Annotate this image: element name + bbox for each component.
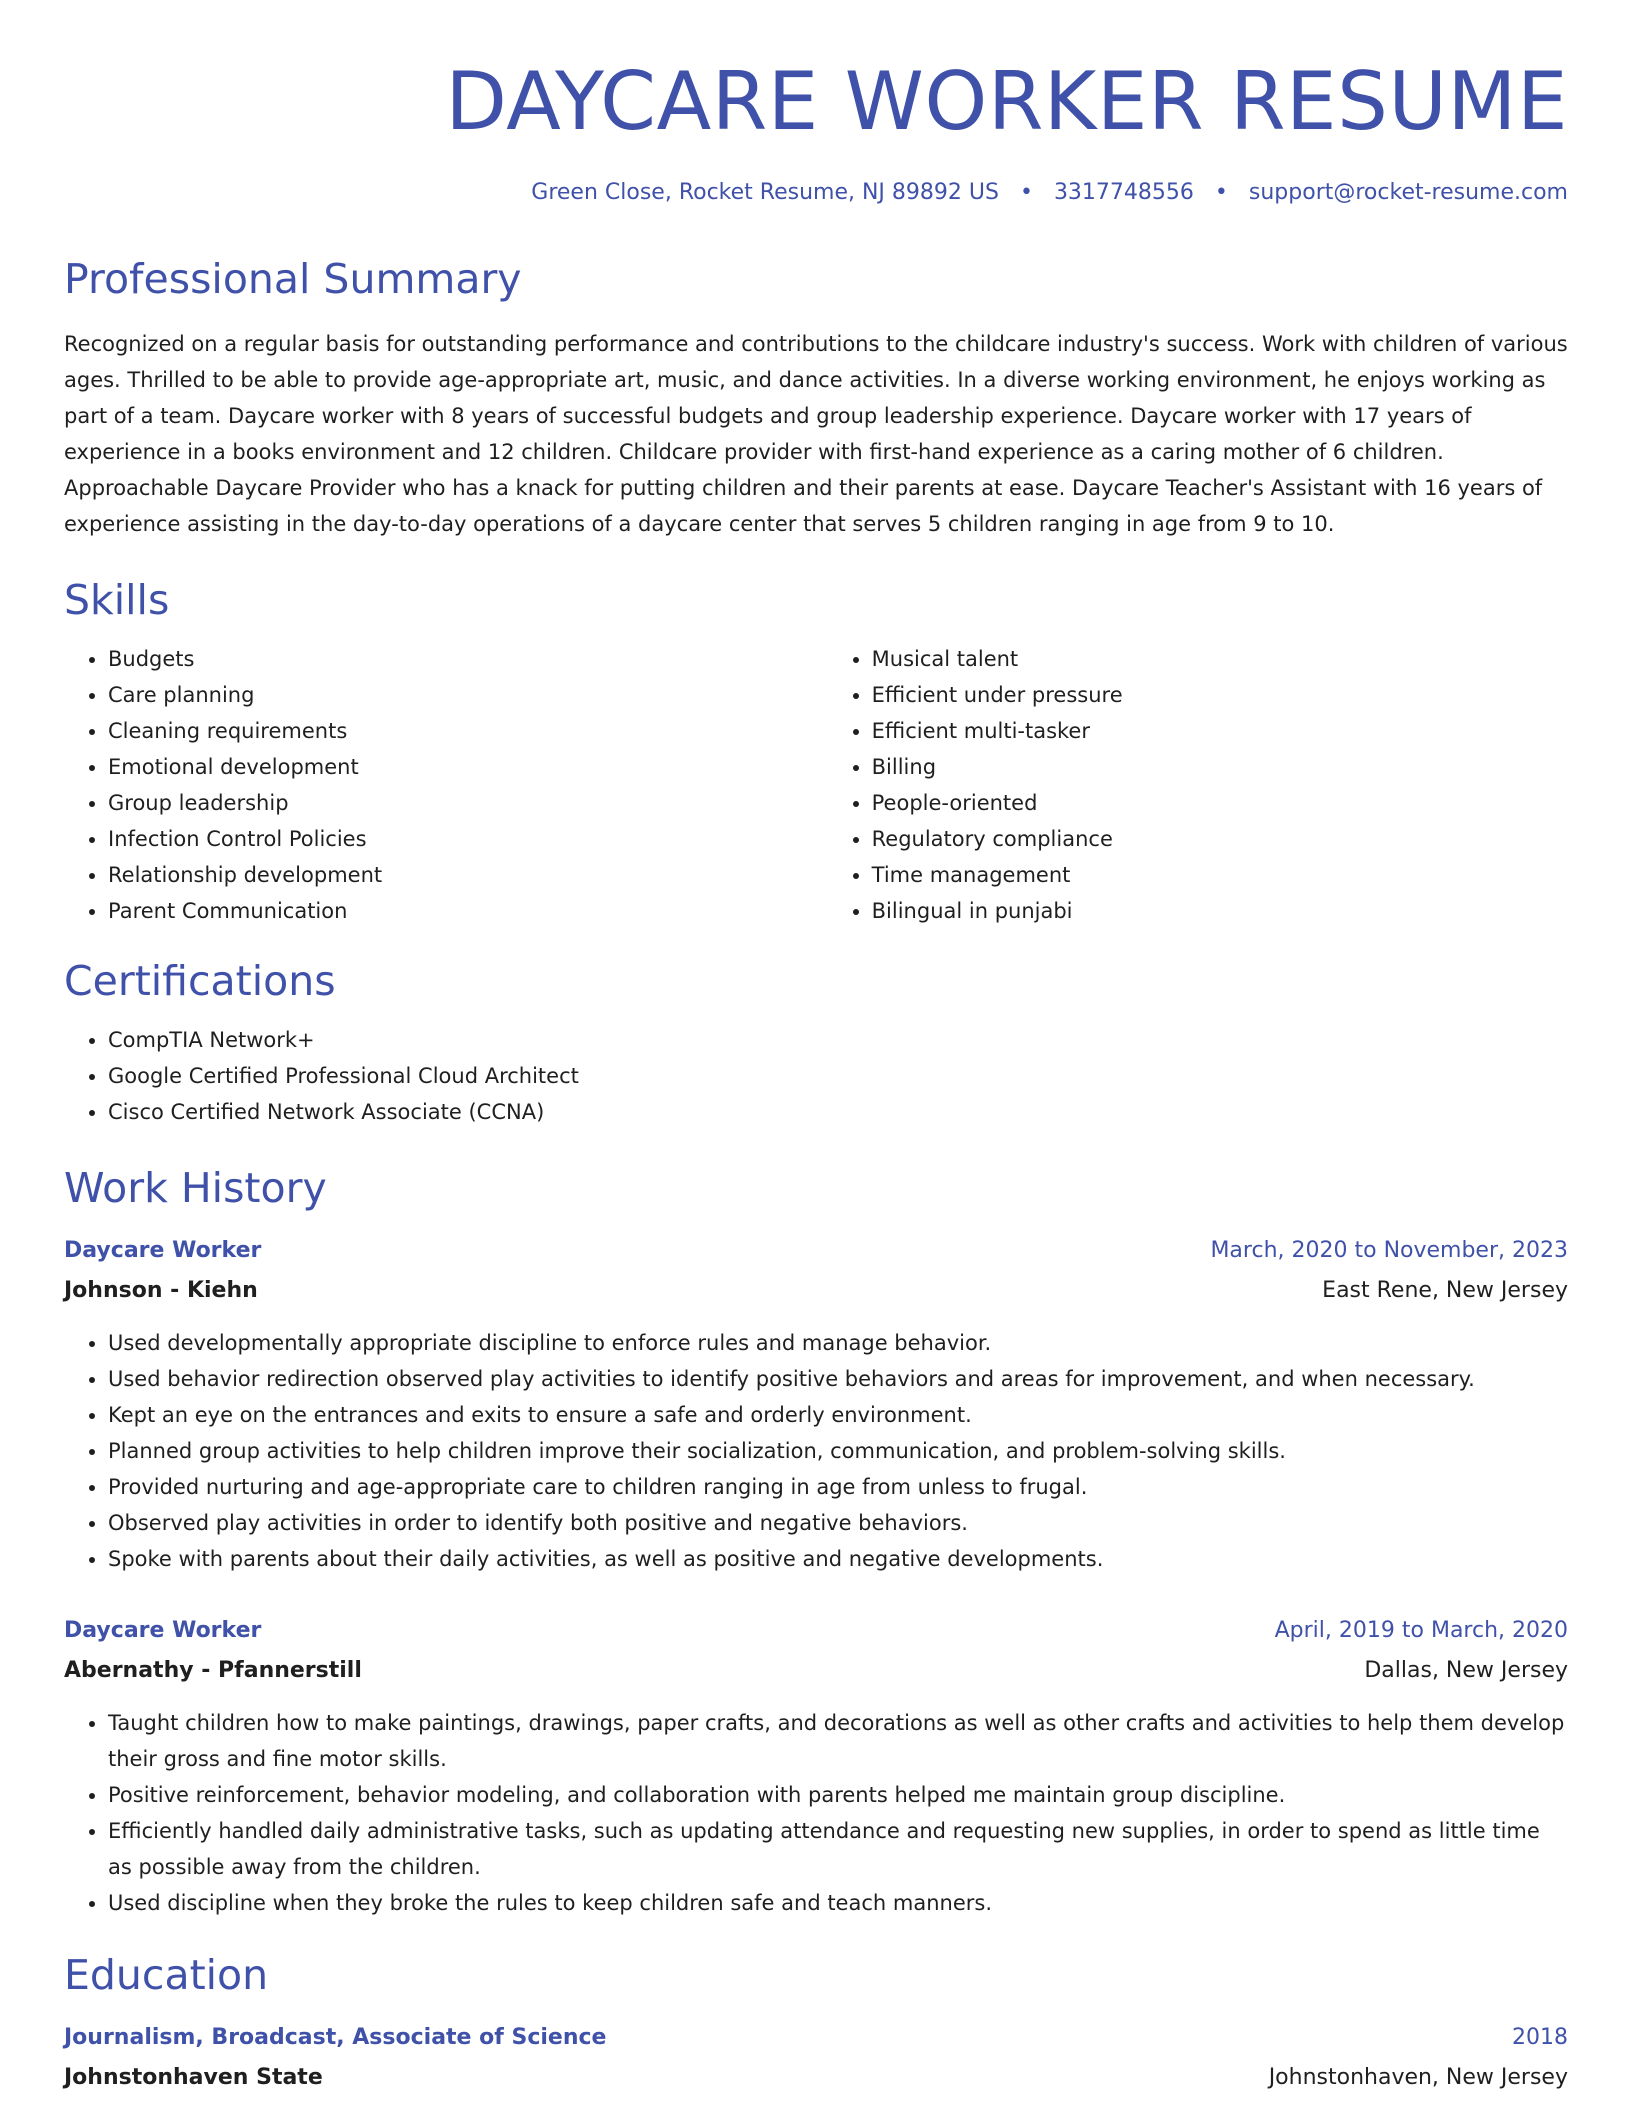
- education-location: Johnstonhaven, New Jersey: [1268, 2065, 1568, 2090]
- contact-separator: •: [1019, 180, 1033, 205]
- education-year: 2018: [1512, 2025, 1568, 2050]
- job-title: Daycare Worker: [64, 1618, 262, 1643]
- contact-phone: 3317748556: [1053, 180, 1194, 205]
- skills-heading: Skills: [64, 576, 170, 624]
- certifications-section: [64, 957, 1568, 1130]
- summary-heading: Professional Summary: [64, 255, 522, 303]
- education-school: Johnstonhaven State: [64, 2065, 323, 2090]
- job-bullet: • Planned group activities to help children improve their socialization, communication, and problem-solving skills.: [108, 1433, 1568, 1469]
- job-bullet: • Kept an eye on the entrances and exits to ensure a safe and orderly environment.: [108, 1397, 1568, 1433]
- work-heading: Work History: [64, 1164, 327, 1212]
- education-degree: Journalism, Broadcast, Associate of Science: [64, 2025, 607, 2050]
- job-company: Johnson - Kiehn: [64, 1278, 258, 1303]
- skill-item: • Group leadership: [108, 785, 828, 821]
- job-dates: April, 2019 to March, 2020: [1274, 1618, 1568, 1643]
- job-bullets: [64, 1705, 1568, 1921]
- skills-list-right: [828, 641, 1568, 929]
- contact-line: [64, 180, 1568, 205]
- skills-section: [64, 576, 1568, 929]
- skill-item: • Bilingual in punjabi: [872, 893, 1568, 929]
- skill-item: • Regulatory compliance: [872, 821, 1568, 857]
- skill-item: • Infection Control Policies: [108, 821, 828, 857]
- certification-item: • Google Certified Professional Cloud Architect: [108, 1058, 1568, 1094]
- job-header-row: [64, 1611, 1568, 1651]
- contact-address: Green Close, Rocket Resume, NJ 89892 US: [531, 180, 999, 205]
- job-bullet: • Taught children how to make paintings, drawings, paper crafts, and decorations as well as other crafts and activities to help them develop their gross and fine motor skills.: [108, 1705, 1568, 1777]
- job-entry: [64, 1231, 1568, 1577]
- job-bullet: • Efficiently handled daily administrative tasks, such as updating attendance and requesting new supplies, in order to spend as little time as possible away from the children.: [108, 1813, 1568, 1885]
- skill-item: • Relationship development: [108, 857, 828, 893]
- job-bullet: • Used developmentally appropriate discipline to enforce rules and manage behavior.: [108, 1325, 1568, 1361]
- contact-email: support@rocket-resume.com: [1248, 180, 1568, 205]
- job-bullet: • Positive reinforcement, behavior modeling, and collaboration with parents helped me maintain group discipline.: [108, 1777, 1568, 1813]
- skill-item: • Emotional development: [108, 749, 828, 785]
- resume-page: [64, 0, 1568, 2098]
- skill-item: • Time management: [872, 857, 1568, 893]
- education-heading: Education: [64, 1951, 269, 1999]
- skill-item: • Musical talent: [872, 641, 1568, 677]
- job-bullets: [64, 1325, 1568, 1577]
- certification-item: • Cisco Certified Network Associate (CCNA): [108, 1094, 1568, 1130]
- job-bullet: • Spoke with parents about their daily activities, as well as positive and negative developments.: [108, 1541, 1568, 1577]
- skill-item: • Cleaning requirements: [108, 713, 828, 749]
- education-school-row: [64, 2058, 1568, 2098]
- certifications-list: [64, 1022, 1568, 1130]
- education-entry: [64, 2018, 1568, 2098]
- job-company-row: [64, 1271, 1568, 1311]
- skills-grid: [64, 641, 1568, 929]
- certification-item: • CompTIA Network+: [108, 1022, 1568, 1058]
- job-header-row: [64, 1231, 1568, 1271]
- skill-item: • Budgets: [108, 641, 828, 677]
- job-entry: [64, 1611, 1568, 1921]
- job-location: Dallas, New Jersey: [1364, 1658, 1568, 1683]
- skill-item: • Efficient under pressure: [872, 677, 1568, 713]
- summary-section: [64, 255, 1568, 542]
- job-bullet: • Used discipline when they broke the rules to keep children safe and teach manners.: [108, 1885, 1568, 1921]
- job-dates: March, 2020 to November, 2023: [1210, 1238, 1568, 1263]
- job-bullet: • Provided nurturing and age-appropriate care to children ranging in age from unless to frugal.: [108, 1469, 1568, 1505]
- job-bullet: • Used behavior redirection observed play activities to identify positive behaviors and areas for improvement, and when necessary.: [108, 1361, 1568, 1397]
- job-company-row: [64, 1651, 1568, 1691]
- work-section: [64, 1164, 1568, 1921]
- contact-separator: •: [1214, 180, 1228, 205]
- skill-item: • Care planning: [108, 677, 828, 713]
- education-header-row: [64, 2018, 1568, 2058]
- summary-text: Recognized on a regular basis for outstanding performance and contributions to the childcare industry's success. Work with children of various ages. Thrilled to be able to provide age-appropriate art, music, and dance activities. In a diverse working environment, he enjoys working as part of a team. Daycare worker with 8 years of successful budgets and group leadership experience. Daycare worker with 17 years of experience in a books environment and 12 children. Childcare provider with first-hand experience as a caring mother of 6 children. Approachable Daycare Provider who has a knack for putting children and their parents at ease. Daycare Teacher's Assistant with 16 years of experience assisting in the day-to-day operations of a daycare center that serves 5 children ranging in age from 9 to 10.: [64, 332, 1568, 536]
- job-bullet: • Observed play activities in order to identify both positive and negative behaviors.: [108, 1505, 1568, 1541]
- skill-item: • Billing: [872, 749, 1568, 785]
- job-title: Daycare Worker: [64, 1238, 262, 1263]
- job-location: East Rene, New Jersey: [1322, 1278, 1568, 1303]
- certifications-heading: Certifications: [64, 957, 336, 1005]
- education-section: [64, 1951, 1568, 2098]
- resume-title: DAYCARE WORKER RESUME: [445, 55, 1568, 148]
- job-company: Abernathy - Pfannerstill: [64, 1658, 362, 1683]
- skill-item: • Efficient multi-tasker: [872, 713, 1568, 749]
- skill-item: • Parent Communication: [108, 893, 828, 929]
- skills-list-left: [64, 641, 828, 929]
- skill-item: • People-oriented: [872, 785, 1568, 821]
